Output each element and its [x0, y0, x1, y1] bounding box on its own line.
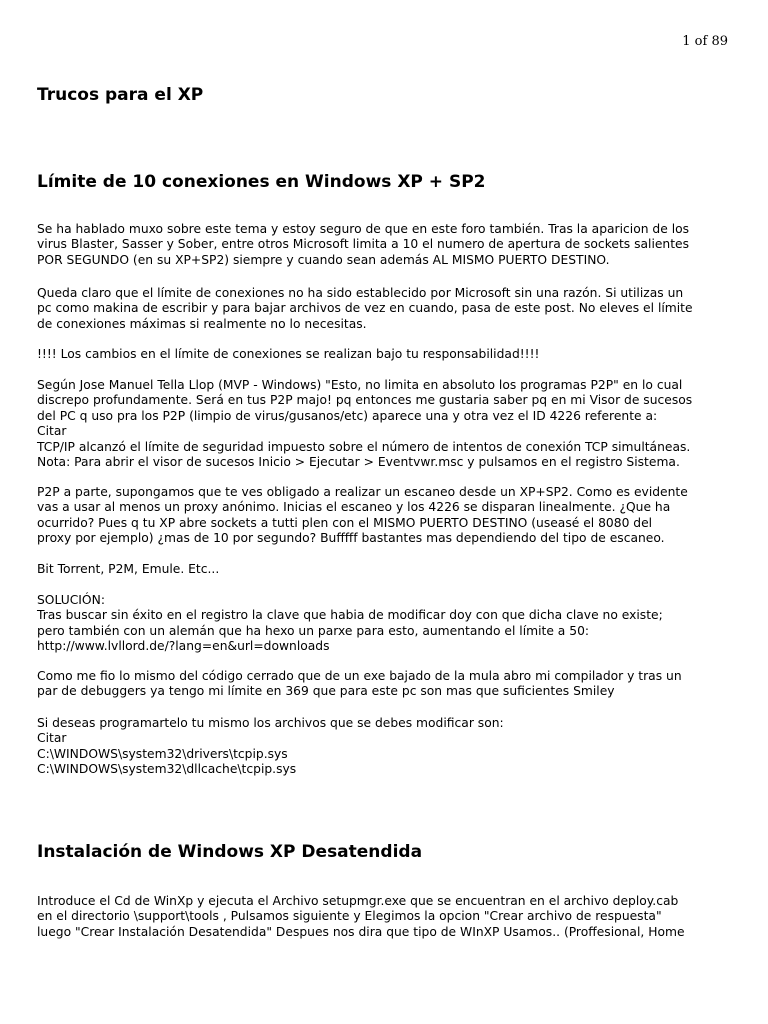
text-line: Citar [37, 424, 67, 439]
text-line: ocurrido? Pues q tu XP abre sockets a tutti plen con el MISMO PUERTO DESTINO (useasé el 8080 del [37, 515, 653, 530]
text-line: proxy por ejemplo) ¿mas de 10 por segundo? Bufffff bastantes mas dependiendo del tipo de escaneo. [37, 531, 665, 546]
text-line: Si deseas programartelo tu mismo los archivos que se debes modificar son: [37, 716, 504, 730]
text-line: pero también con un alemán que ha hexo un parxe para esto, aumentando el límite a 50: [37, 623, 590, 638]
text-line: !!!! Los cambios en el límite de conexiones se realizan bajo tu responsabilidad!!!! [37, 347, 540, 361]
paragraph-warning [37, 347, 539, 362]
text-line: Introduce el Cd de WinXp y ejecuta el Archivo setupmgr.exe que se encuentran en el archivo deploy.cab [37, 894, 679, 908]
text-line: discrepo profundamente. Será en tus P2P majo! pq entonces me gustaria saber pq en mi Visor de sucesos [37, 393, 693, 408]
text-line: par de debuggers ya tengo mi límite en 369 que para este pc son mas que suficientes Smiley [37, 684, 615, 699]
text-line: Bit Torrent, P2M, Emule. Etc... [37, 562, 220, 576]
text-line: Tras buscar sin éxito en el registro la clave que habia de modificar doy con que dicha clave no existe; [37, 608, 663, 623]
paragraph-escaneo [37, 485, 688, 547]
text-line: virus Blaster, Sasser y Sober, entre otros Microsoft limita a 10 el numero de apertura de sockets salientes [37, 237, 690, 252]
text-line: TCP/IP alcanzó el límite de seguridad impuesto sobre el número de intentos de conexión TCP simultáneas. [37, 439, 691, 454]
text-line: Como me fio lo mismo del código cerrado que de un exe bajado de la mula abro mi compilador y tras un [37, 669, 682, 683]
text-line: pc como makina de escribir y para bajar archivos de vez en cuando, pasa de este post. No eleves el límite [37, 301, 693, 316]
paragraph-solucion [37, 593, 663, 655]
text-line: de conexiones máximas si realmente no lo necesitas. [37, 316, 367, 331]
section-heading-desatendida: Instalación de Windows XP Desatendida [37, 842, 423, 862]
text-line: en el directorio \support\tools , Pulsamos siguiente y Elegimos la opcion "Crear archivo de respuesta" [37, 909, 662, 924]
text-line: Queda claro que el límite de conexiones no ha sido establecido por Microsoft sin una razón. Si utilizas un [37, 286, 684, 300]
page-counter: 1 of 89 [682, 34, 728, 49]
text-line: del PC q uso pra los P2P (limpio de virus/gusanos/etc) aparece una y otra vez el ID 4226 referente a: [37, 408, 658, 423]
text-line: luego "Crear Instalación Desatendida" Despues nos dira que tipo de WInXP Usamos.. (Proffesional, Home [37, 924, 685, 939]
paragraph-programs [37, 562, 219, 577]
document-title: Trucos para el XP [37, 85, 204, 105]
paragraph-limite [37, 286, 693, 332]
paragraph-archivos [37, 716, 504, 778]
text-line: Se ha hablado muxo sobre este tema y estoy seguro de que en este foro también. Tras la aparicion de los [37, 222, 690, 236]
url-text: http://www.lvllord.de/?lang=en&url=downloads [37, 639, 330, 654]
paragraph-tella-llop [37, 378, 692, 470]
text-line: vas a usar al menos un proxy anónimo. Inicias el escaneo y los 4226 se disparan linealmente. ¿Que ha [37, 500, 671, 515]
text-line: SOLUCIÓN: [37, 593, 105, 607]
file-path: C:\WINDOWS\system32\drivers\tcpip.sys [37, 746, 288, 761]
text-line: POR SEGUNDO (en su XP+SP2) siempre y cuando sean además AL MISMO PUERTO DESTINO. [37, 252, 610, 267]
text-line: P2P a parte, supongamos que te ves obligado a realizar un escaneo desde un XP+SP2. Como es evidente [37, 485, 688, 499]
text-line: Nota: Para abrir el visor de sucesos Inicio > Ejecutar > Eventvwr.msc y pulsamos en el registro Sistema. [37, 455, 680, 470]
paragraph-compilador [37, 669, 682, 700]
paragraph-intro [37, 222, 689, 268]
text-line: Según Jose Manuel Tella Llop (MVP - Windows) "Esto, no limita en absoluto los programas P2P" en lo cual [37, 378, 683, 392]
file-path: C:\WINDOWS\system32\dllcache\tcpip.sys [37, 762, 297, 777]
text-line: Citar [37, 731, 67, 746]
paragraph-setupmgr [37, 894, 685, 940]
section-heading-conexiones: Límite de 10 conexiones en Windows XP + SP2 [37, 172, 486, 192]
